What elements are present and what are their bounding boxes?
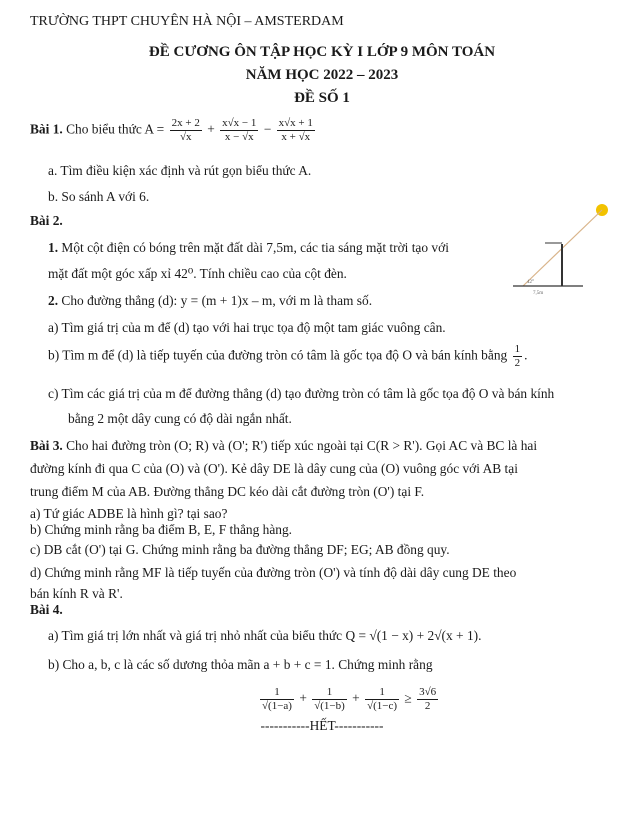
- one-half-fraction: $\frac{1}{2}$: [514, 343, 521, 369]
- bai1-label: Bài 1.: [30, 121, 63, 137]
- bai4-inequality: [258, 686, 440, 713]
- bai1-part-a: a. Tìm điều kiện xác định và rút gọn biểu thức A.: [48, 163, 312, 178]
- figure-angle-label: 42°: [527, 280, 534, 285]
- school-name: TRƯỜNG THPT CHUYÊN HÀ NỘI – AMSTERDAM: [30, 14, 344, 29]
- ineq-fraction-b: $\frac{1}{√(1-b)}$: [314, 686, 345, 712]
- bai3-line2: đường kính đi qua C của (O) và (O'). Kẻ dây DE là dây cung của (O) vuông góc với AB tại: [30, 461, 518, 476]
- bai1-part-b: b. So sánh A với 6.: [48, 189, 150, 204]
- bai3-line3: trung điểm M của AB. Đường thẳng DC kéo dài cắt đường tròn (O') tại F.: [30, 484, 425, 499]
- bai2-part-a: a) Tìm giá trị của m để (d) tạo với hai trục tọa độ một tam giác vuông cân.: [48, 320, 446, 335]
- bai1-fraction-2: $\frac{x√x - 1}{x - √x}$: [222, 117, 257, 143]
- plus-sign: +: [207, 121, 215, 137]
- bai1-intro: Cho biểu thức A =: [66, 121, 165, 137]
- plus-sign: +: [299, 690, 307, 706]
- document-title: ĐỀ CƯƠNG ÔN TẬP HỌC KỲ I LỚP 9 MÔN TOÁN: [148, 44, 496, 60]
- bai2-part1-line2: mặt đất một góc xấp xỉ 42⁰. Tính chiều cao của cột đèn.: [48, 266, 347, 281]
- bai3-line1: [30, 438, 537, 454]
- bai3-label: Bài 3.: [30, 438, 63, 453]
- bai2-part-c-line2: bằng 2 một dây cung có độ dài ngắn nhất.: [68, 411, 292, 426]
- bai3-part-a: a) Tứ giác ADBE là hình gì? tại sao?: [30, 506, 228, 521]
- bai3-part-c: c) DB cắt (O') tại G. Chứng minh rằng ba đường thẳng DF; EG; AB đồng quy.: [30, 542, 450, 557]
- school-year: NĂM HỌC 2022 – 2023: [245, 67, 399, 83]
- bai2-part1-label: 1.: [48, 240, 59, 255]
- bai2-part-c-line1: c) Tìm các giá trị của m để đường thẳng (d) tạo đường tròn có tâm là gốc tọa độ O và bán kính: [48, 386, 555, 401]
- ineq-fraction-a: $\frac{1}{√(1-a)}$: [262, 686, 292, 712]
- exam-number: ĐỀ SỐ 1: [294, 90, 350, 106]
- bai4-part-b: b) Cho a, b, c là các số dương thỏa mãn a + b + c = 1. Chứng minh rằng: [48, 657, 433, 672]
- minus-sign: −: [263, 121, 272, 137]
- plus-sign: +: [352, 690, 360, 706]
- bai2-part2: [48, 293, 372, 309]
- ineq-fraction-c: $\frac{1}{√(1-c)}$: [367, 686, 398, 712]
- bai2-part-b-text: b) Tìm m để (d) là tiếp tuyến của đường tròn có tâm là gốc tọa độ O và bán kính bằng: [48, 347, 508, 363]
- bai3-text-1: Cho hai đường tròn (O; R) và (O'; R') tiếp xúc ngoài tại C(R > R'). Gọi AC và BC là hai: [66, 438, 538, 453]
- bai4-part-a: a) Tìm giá trị lớn nhất và giá trị nhỏ nhất của biểu thức Q = √(1 − x) + 2√(x + 1).: [48, 628, 482, 643]
- bai1-fraction-3: $\frac{x√x + 1}{x + √x}$: [278, 117, 313, 143]
- bai3-part-b: b) Chứng minh rằng ba điểm B, E, F thẳng hàng.: [30, 522, 293, 537]
- ge-sign: ≥: [404, 690, 412, 706]
- bai2-part1-text: Một cột điện có bóng trên mặt đất dài 7,5m, các tia sáng mặt trời tạo với: [61, 240, 449, 255]
- bai3-part-d-line2: bán kính R và R'.: [30, 586, 123, 601]
- bai1-statement: [30, 117, 317, 144]
- end-marker: -----------HẾT-----------: [260, 718, 384, 733]
- pole-shadow-figure: [505, 200, 625, 300]
- bai3-part-d-line1: d) Chứng minh rằng MF là tiếp tuyến của đường tròn (O') và tính độ dài dây cung DE theo: [30, 565, 517, 580]
- bai1-fraction-1: $\frac{2x + 2}{√x}$: [171, 117, 200, 143]
- bai2-part1-line1: [48, 240, 449, 256]
- bai2-part2-label: 2.: [48, 293, 59, 308]
- bai2-part2-text: Cho đường thẳng (d): y = (m + 1)x – m, với m là tham số.: [61, 293, 373, 308]
- ineq-rhs-fraction: $\frac{3√6}{2}$: [419, 686, 437, 712]
- figure-length-label: 7,5m: [533, 291, 544, 296]
- bai2-part-b: b) Tìm m để (d) là tiếp tuyến của đường tròn có tâm là gốc tọa độ O và bán kính bằng $\frac{1}{2}$ .: [48, 343, 528, 369]
- bai2-label: Bài 2.: [30, 213, 63, 228]
- bai4-label: Bài 4.: [30, 602, 63, 617]
